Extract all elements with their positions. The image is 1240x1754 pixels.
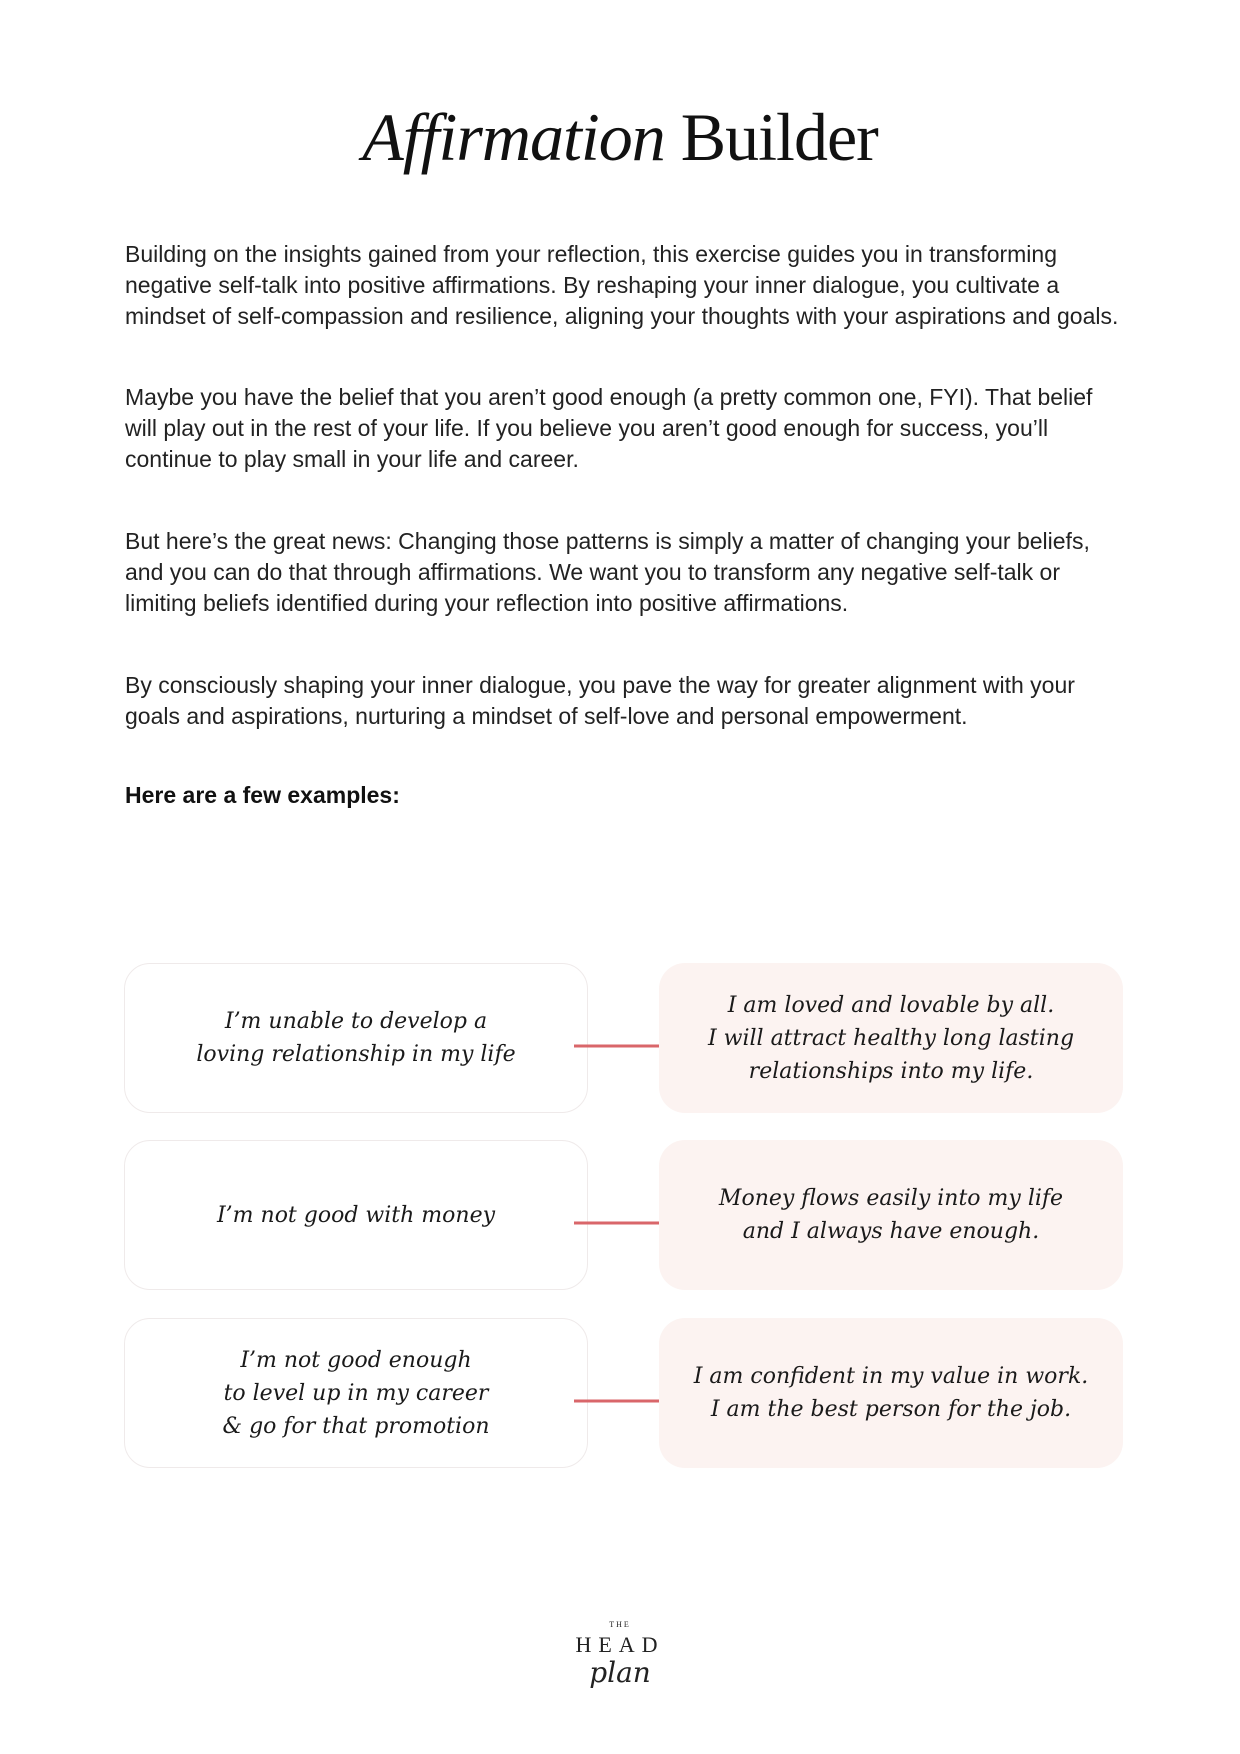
logo-main-text: HEAD: [575, 1632, 665, 1657]
intro-paragraph-3: But here’s the great news: Changing those patterns is simply a matter of changing your beliefs, and you can do that through affirmations. We want you to transform any negative self-talk or limiting beliefs identified during your reflection into positive affirmations.: [125, 528, 1090, 616]
logo-small-text: THE: [609, 1620, 631, 1629]
positive-affirmation-card: [659, 963, 1123, 1113]
positive-affirmation-text: Money flows easily into my life and I always have enough.: [718, 1186, 1064, 1244]
title-rest: Builder: [664, 99, 878, 175]
the-head-plan-logo: [570, 1620, 670, 1700]
negative-belief-text: I’m not good enough to level up in my career & go for that promotion: [222, 1347, 490, 1439]
negative-belief-card: [124, 963, 588, 1113]
negative-belief-card: [124, 1318, 588, 1468]
examples-heading: Here are a few examples:: [125, 782, 400, 808]
positive-affirmation-card: [659, 1318, 1123, 1468]
page-title: [0, 98, 1240, 177]
negative-belief-text: I’m not good with money: [216, 1202, 496, 1228]
negative-belief-text: I’m unable to develop a loving relationship in my life: [196, 1009, 516, 1067]
title-italic-word: Affirmation: [362, 99, 665, 175]
positive-affirmation-card: [659, 1140, 1123, 1290]
intro-paragraph-2: Maybe you have the belief that you aren’t good enough (a pretty common one, FYI). That belief will play out in the rest of your life. If you believe you aren’t good enough for success, you’ll continue to play small in your life and career.: [125, 384, 1093, 472]
intro-paragraph-1: Building on the insights gained from your reflection, this exercise guides you in transforming negative self-talk into positive affirmations. By reshaping your inner dialogue, you cultivate a mindset of self-compassion and resilience, aligning your thoughts with your aspirations and goals.: [125, 241, 1119, 329]
intro-paragraph-4: By consciously shaping your inner dialogue, you pave the way for greater alignment with your goals and aspirations, nurturing a mindset of self-love and personal empowerment.: [125, 672, 1075, 729]
positive-affirmation-text: I am confident in my value in work. I am the best person for the job.: [693, 1364, 1089, 1422]
negative-belief-card: [124, 1140, 588, 1290]
logo-script-text: plan: [589, 1656, 651, 1689]
positive-affirmation-text: I am loved and lovable by all. I will attract healthy long lasting relationships into my life.: [707, 992, 1075, 1084]
